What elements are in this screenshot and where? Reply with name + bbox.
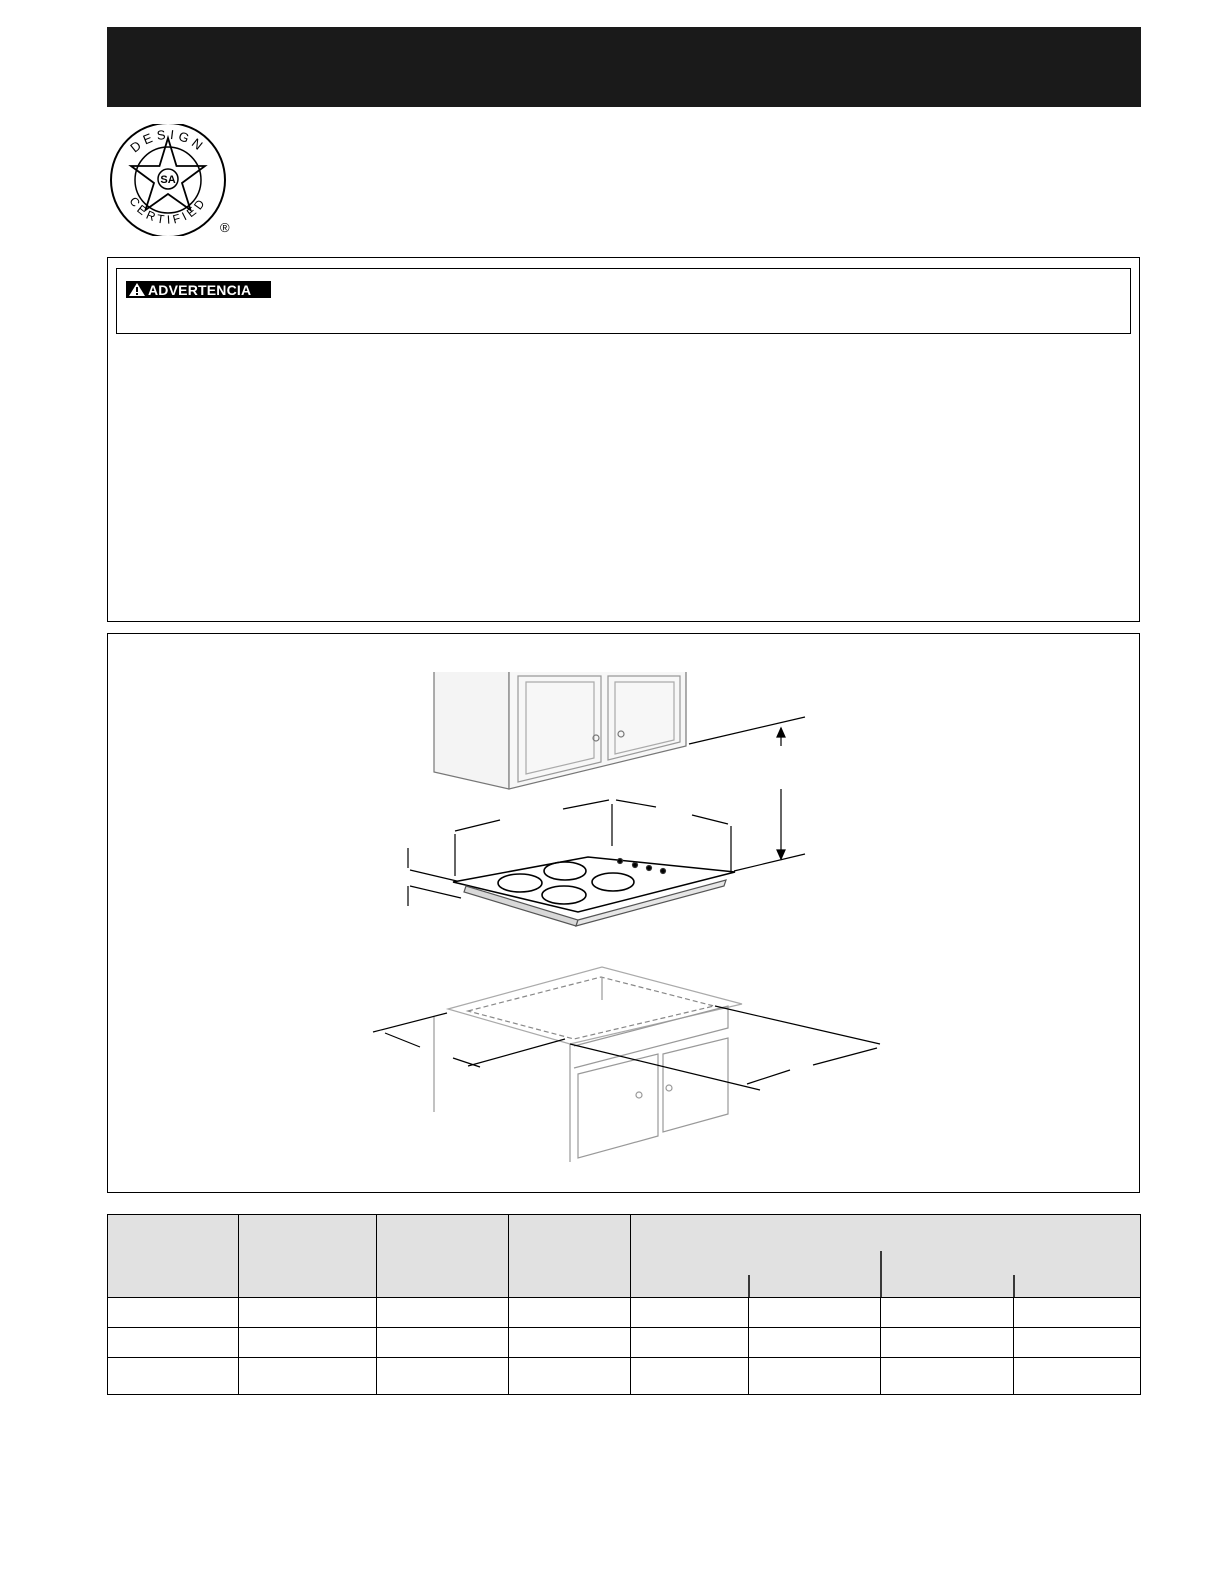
table-row [108, 1298, 1141, 1328]
header-cell [108, 1215, 239, 1298]
wall-cabinet [434, 672, 686, 789]
seal-top-text: DESIGN [127, 126, 209, 156]
warning-panel [107, 257, 1140, 622]
seal-bottom-text: CERTIFIED [126, 194, 210, 227]
cooktop-installation-diagram [108, 634, 1139, 1192]
warning-badge [126, 281, 271, 298]
svg-text:CERTIFIED [126, 194, 209, 227]
warning-label: ADVERTENCIA [148, 281, 252, 298]
specifications-table [107, 1214, 1141, 1395]
base-cabinet [434, 967, 742, 1162]
installation-figure [107, 633, 1140, 1193]
table-header-row [108, 1215, 1141, 1298]
header-cell [239, 1215, 377, 1298]
cooktop [453, 857, 735, 926]
registered-mark: ® [220, 220, 230, 235]
table-row [108, 1328, 1141, 1358]
header-subdividers [631, 1215, 1141, 1297]
seal-center-mark: SA [160, 174, 176, 186]
warning-box [116, 268, 1131, 334]
table-row [108, 1358, 1141, 1395]
design-certified-seal [106, 124, 234, 236]
header-cell [377, 1215, 509, 1298]
header-group-cell [631, 1215, 1141, 1298]
header-cell [509, 1215, 631, 1298]
height-dimension [689, 717, 805, 871]
warning-triangle-icon [126, 281, 148, 298]
header-bar [107, 27, 1141, 107]
